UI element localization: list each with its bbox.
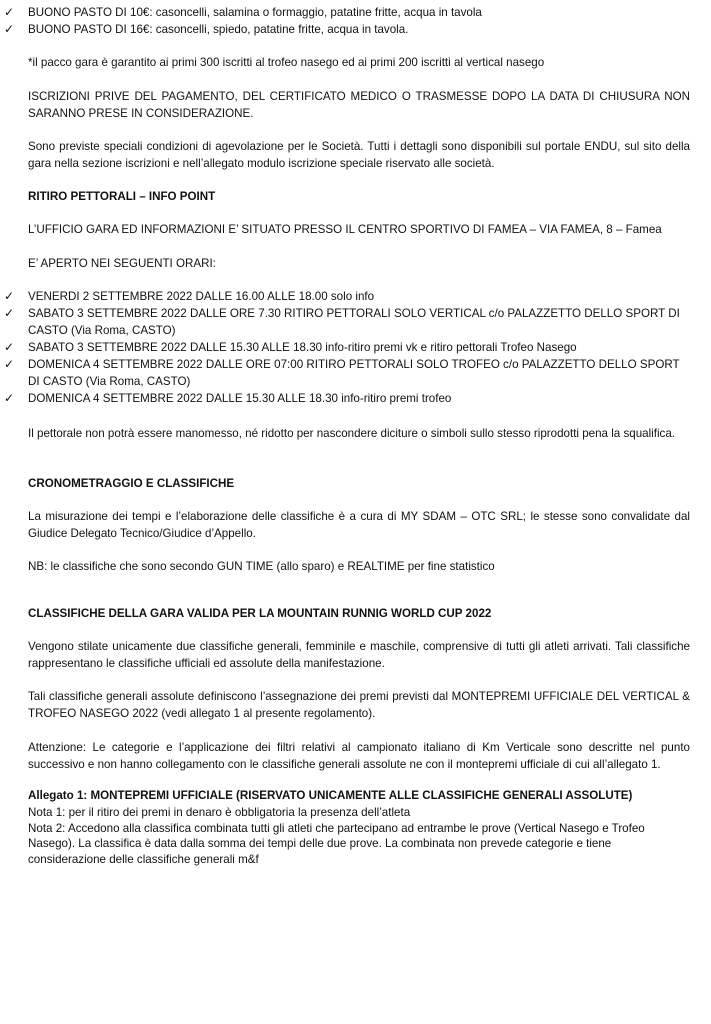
agevolazioni-paragraph: Sono previste speciali condizioni di agevolazione per le Società. Tutti i dettagli sono disponibili sul portale ENDU, sul sito della gara nella sezione iscrizioni e nell’allegato modulo iscrizione speciale riservato alle società.	[28, 140, 690, 170]
worldcup-paragraph-1: Vengono stilate unicamente due classifiche generali, femminile e maschile, comprensive di tutti gli atleti arrivati. Tali classifiche rappresentano le classifiche ufficiali ed assolute della manifestazione.	[28, 640, 690, 670]
list-item: ✓ SABATO 3 SETTEMBRE 2022 DALLE ORE 7.30 RITIRO PETTORALI SOLO VERTICAL c/o PALAZZETTO DELLO SPORT DI CASTO (Via Roma, CASTO)	[4, 306, 680, 337]
check-icon: ✓	[4, 357, 15, 371]
allegato-heading: Allegato 1: MONTEPREMI UFFICIALE (RISERVATO UNICAMENTE ALLE CLASSIFICHE GENERALI ASSOLUTE)	[28, 789, 633, 802]
allegato-notes	[28, 805, 690, 867]
ufficio-gara-text: L’UFFICIO GARA ED INFORMAZIONI E’ SITUATO PRESSO IL CENTRO SPORTIVO DI FAMEA – VIA FAMEA, 8 – Famea	[28, 223, 662, 236]
check-icon: ✓	[4, 289, 15, 303]
crono-paragraph: La misurazione dei tempi e l’elaborazione delle classifiche è a cura di MY SDAM – OTC SRL; le stesse sono convalidate dal Giudice Delegato Tecnico/Giudice d’Appello.	[28, 510, 690, 540]
allegato-nota-2: Nota 2: Accedono alla classifica combinata tutti gli atleti che partecipano ad entrambe le prove (Vertical Nasego e Trofeo Nasego). La classifica è data dalla somma dei tempi delle due prove. La combinata non prevede categorie e tiene considerazione delle classifiche generali m&f	[28, 821, 645, 866]
crono-heading: CRONOMETRAGGIO E CLASSIFICHE	[28, 477, 235, 490]
orari-intro: E’ APERTO NEI SEGUENTI ORARI:	[28, 257, 216, 270]
list-item: ✓ VENERDI 2 SETTEMBRE 2022 DALLE 16.00 ALLE 18.00 solo info	[4, 289, 375, 303]
allegato-nota-1: Nota 1: per il ritiro dei premi in denaro è obbligatoria la presenza dell’atleta	[28, 806, 411, 819]
worldcup-paragraph-3: Attenzione: Le categorie e l’applicazione dei filtri relativi al campionato italiano di Km Verticale sono descritte nel punto successivo e non hanno collegamento con le classifiche generali assolute ne con il montepremi ufficiale di cui all’allegato 1.	[28, 741, 690, 771]
check-icon: ✓	[4, 306, 15, 320]
pacco-gara-note: *il pacco gara è garantito ai primi 300 iscritti al trofeo nasego ed ai primi 200 iscritti al vertical nasego	[28, 56, 545, 69]
check-icon: ✓	[4, 340, 15, 354]
meal-voucher-10: BUONO PASTO DI 10€: casoncelli, salamina o formaggio, patatine fritte, acqua in tavola	[28, 6, 482, 19]
list-item	[0, 4, 690, 21]
check-icon: ✓	[4, 391, 15, 405]
check-icon: ✓	[4, 5, 15, 19]
list-item: ✓ DOMENICA 4 SETTEMBRE 2022 DALLE ORE 07:00 RITIRO PETTORALI SOLO TROFEO c/o PALAZZETTO DELLO SPORT DI CASTO (Via Roma, CASTO)	[4, 357, 680, 388]
meal-voucher-16: BUONO PASTO DI 16€: casoncelli, spiedo, patatine fritte, acqua in tavola.	[28, 23, 409, 36]
list-item	[0, 21, 690, 38]
pettorale-note: Il pettorale non potrà essere manomesso, né ridotto per nascondere diciture o simboli sullo stesso riprodotti pena la squalifica.	[28, 427, 676, 440]
worldcup-heading: CLASSIFICHE DELLA GARA VALIDA PER LA MOUNTAIN RUNNIG WORLD CUP 2022	[28, 607, 492, 620]
iscrizioni-note: ISCRIZIONI PRIVE DEL PAGAMENTO, DEL CERTIFICATO MEDICO O TRASMESSE DOPO LA DATA DI CHIUSURA NON SARANNO PRESE IN CONSIDERAZIONE.	[28, 90, 690, 120]
check-icon: ✓	[4, 22, 15, 36]
list-item: ✓ SABATO 3 SETTEMBRE 2022 DALLE 15.30 ALLE 18.30 info-ritiro premi vk e ritiro pettorali Trofeo Nasego	[4, 340, 577, 354]
ritiro-heading: RITIRO PETTORALI – INFO POINT	[28, 190, 216, 203]
orari-list	[0, 288, 690, 407]
worldcup-paragraph-2: Tali classifiche generali assolute definiscono l’assegnazione dei premi previsti dal MONTEPREMI UFFICIALE DEL VERTICAL & TROFEO NASEGO 2022 (vedi allegato 1 al presente regolamento).	[28, 690, 690, 720]
crono-nb: NB: le classifiche che sono secondo GUN TIME (allo sparo) e REALTIME per fine statistico	[28, 560, 495, 573]
meal-voucher-list	[0, 4, 690, 38]
list-item: ✓ DOMENICA 4 SETTEMBRE 2022 DALLE 15.30 ALLE 18.30 info-ritiro premi trofeo	[4, 391, 452, 405]
